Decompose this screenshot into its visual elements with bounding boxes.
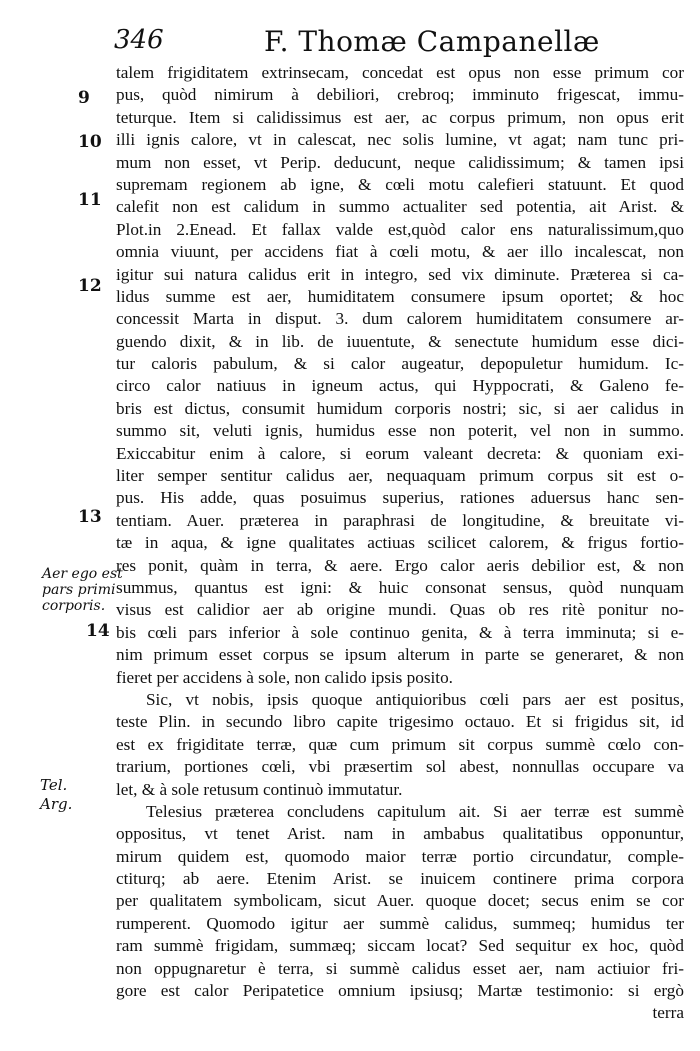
text-line: Telesius præterea concludens capitulum ait. Si aer terræ est summè xyxy=(146,801,684,821)
text-line: summo sit, veluti ignis, humidus esse non poterit, vel non in summo. xyxy=(116,421,684,441)
margin-note-line: pars primi xyxy=(42,582,116,598)
text-line: igitur sui natura calidus erit in integro, sed vix diminute. Præterea si ca- xyxy=(116,264,684,284)
text-line: est ex frigiditate terræ, quæ cum primum sit corpus summè cœlo con- xyxy=(116,734,684,754)
text-line: concessit Marta in disput. 3. dum calorem humiditatem consumere ar- xyxy=(116,309,684,329)
margin-number: 13 xyxy=(78,507,102,527)
text-line: supremam regionem ab igne, & cœli motu calefieri statuunt. Et quod xyxy=(116,174,684,194)
text-line: tentiam. Auer. præterea in paraphrasi de longitudine, & breuitate vi- xyxy=(116,510,684,530)
text-line: Sic, vt nobis, ipsis quoque antiquioribus cœli pars aer est positus, xyxy=(146,689,684,709)
margin-number: 9 xyxy=(78,88,90,108)
text-line: omnia viuunt, per accidens fiat à cœli motu, & aer illo incalescat, non xyxy=(116,242,684,262)
margin-note-line: corporis. xyxy=(42,598,106,614)
text-line: mirum quidem est, quomodo maior terræ portio circundatur, comple- xyxy=(116,846,684,866)
text-line: bis cœli pars inferior à sole continuo genita, & à terra imminuta; si e- xyxy=(116,622,684,642)
text-line: pus, quòd nimirum à debiliori, crebroq; imminuto frigescat, immu- xyxy=(116,85,684,105)
text-line: calefit non est calidum in summo actualiter sed potentia, ait Arist. & xyxy=(116,197,684,217)
margin-number: 12 xyxy=(78,276,102,296)
body-text xyxy=(116,62,684,1025)
text-line: tæ in aqua, & igne qualitates actiuas scilicet calorem, & frigus fortio- xyxy=(116,533,684,553)
text-line: rumperent. Quomodo igitur aer summè calidus, summeq; humidus ter xyxy=(116,913,684,933)
margin-note-tel xyxy=(40,776,72,814)
text-line: gore est calor Peripatetice omnium ipsiusq; Martæ testimonio: si ergò xyxy=(116,981,684,1001)
text-line: fieret per accidens à sole, non calido ipsis posito. xyxy=(116,667,453,687)
text-line: non oppugnaretur è terra, si summè calidus esset aer, nam actiuior fri- xyxy=(116,958,684,978)
text-line: liter semper sentitur calidus aer, nequaquam primum corpus sit est o- xyxy=(116,466,684,486)
text-line: illi ignis calore, vt in calescat, nec solis lumine, vt agat; nam tunc pri- xyxy=(116,130,684,150)
text-line: oppositus, vt tenet Arist. nam in ambabus qualitatibus opponuntur, xyxy=(116,824,684,844)
margin-note-line: Arg. xyxy=(40,795,73,813)
catchword: terra xyxy=(652,1003,684,1023)
text-line: per qualitatem symbolicam, sicut Auer. quoque docet; secus enim se cor xyxy=(116,891,684,911)
text-line: lidus summe est aer, humiditatem consumere ipsum oportet; & hoc xyxy=(116,286,684,306)
text-line: trarium, portiones cœli, vbi præsertim sol abest, nonnullas occupare va xyxy=(116,757,684,777)
page-number: 346 xyxy=(114,25,164,55)
text-line: teturque. Item si calidissimus est aer, ac corpus primum, non opus erit xyxy=(116,107,684,127)
text-line: summus, quantus est igni: & huic consonat sensus, quòd nunquam xyxy=(116,577,684,597)
text-line: Plot.in 2.Enead. Et fallax valde est,quòd calor ens naturalissimum,quo xyxy=(116,219,684,239)
text-line: res ponit, quàm in terra, & aere. Ergo calor aeris debilior est, & non xyxy=(116,555,684,575)
margin-number: 14 xyxy=(86,621,110,641)
text-line: guendo dixit, & in lib. de iuuentute, & senectute humidum esse dici- xyxy=(116,331,684,351)
margin-note-aer xyxy=(42,566,123,614)
text-line: visus est calidior aer ab origine mundi. Quas ob res ritè ponitur no- xyxy=(116,600,684,620)
text-line: talem frigiditatem extrinsecam, concedat est opus non esse primum cor xyxy=(116,63,684,82)
text-line: tur caloris pabulum, & si calor augeatur, depopuletur humidum. Ic- xyxy=(116,354,684,374)
margin-note-line: Tel. xyxy=(40,776,68,794)
text-line: bris est dictus, consumit humidum corporis nostri; sic, si aer calidus in xyxy=(116,398,684,418)
margin-number: 10 xyxy=(78,132,102,152)
margin-note-line: Aer ego est xyxy=(42,566,123,582)
page-header xyxy=(0,25,700,65)
text-line: circo calor natiuus in igneum actus, qui Hyppocrati, & Galeno fe- xyxy=(116,376,684,396)
text-line: let, & à sole retusum continuò immutatur. xyxy=(116,779,403,799)
margin-number: 11 xyxy=(78,190,102,210)
text-line: teste Plin. in secundo libro capite trigesimo octauo. Et si frigidus sit, id xyxy=(116,712,684,732)
text-line: pus. His adde, quas posuimus superius, rationes aduersus hanc sen- xyxy=(116,488,684,508)
text-line: Exiccabitur enim à calore, si eorum valeant decreta: & quoniam exi- xyxy=(116,443,684,463)
text-line: ram summè frigidam, summæq; siccam locat? Sed sequitur ex hoc, quòd xyxy=(116,936,684,956)
running-title: F. Thomæ Campanellæ xyxy=(264,25,600,58)
text-line: nim primum esset corpus se ipsum alterum in parte se generaret, & non xyxy=(116,645,684,665)
text-line: mum non esset, vt Perip. deducunt, neque calidissimum; & tamen ipsi xyxy=(116,152,684,172)
text-line: ctiturq; ab aere. Etenim Arist. se inuicem continere prima corpora xyxy=(116,869,684,889)
